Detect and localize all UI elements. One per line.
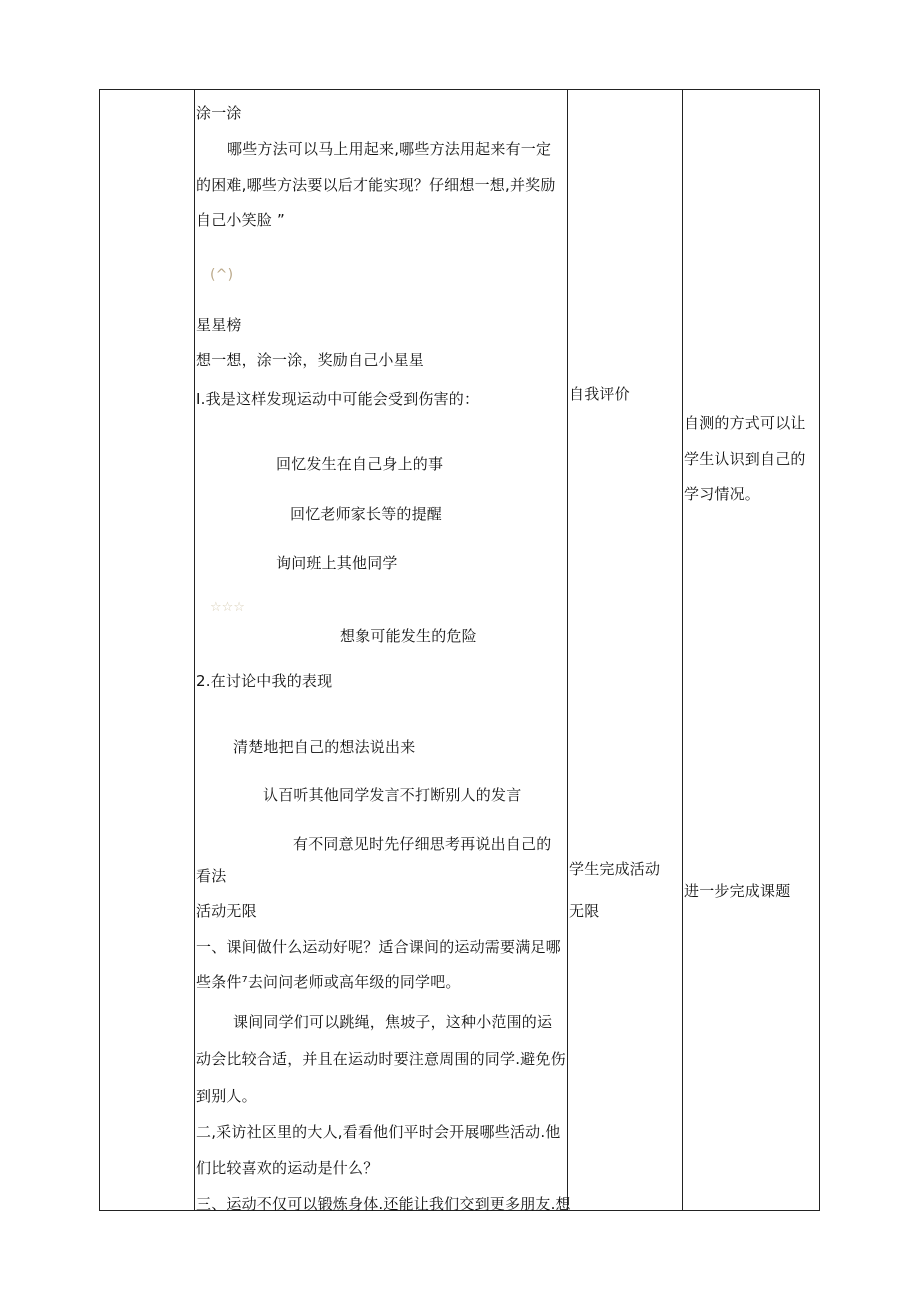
column-divider-3 (682, 90, 683, 1210)
paragraph-line: 的困难,哪些方法要以后才能实现？仔细想一想,并奖励 (196, 176, 556, 194)
student-task-line: 学生完成活动 (569, 860, 661, 878)
question-1-option: 回忆老师家长等的提醒 (290, 505, 443, 523)
design-intent-line: 自测的方式可以让 (684, 414, 806, 432)
question-2-option: 有不同意见时先仔细思考再说出自己的 (293, 835, 552, 853)
column-divider-2 (567, 90, 568, 1210)
paragraph-line: 哪些方法可以马上用起来,哪些方法用起来有一定 (227, 140, 552, 158)
section-1-answer-line: 动会比较合适，并且在运动时要注意周围的同学.避免伤 (196, 1050, 566, 1068)
question-2-option: 清楚地把自己的想法说出来 (233, 738, 416, 756)
question-2: 2.在讨论中我的表现 (196, 672, 333, 690)
paragraph-line: 自己小笑脸 ” (196, 211, 285, 229)
section-1-line: 一、课间做什么运动好呢？适合课间的运动需要满足哪 (196, 938, 561, 956)
heading-star-board: 星星榜 (196, 316, 242, 334)
section-1-answer-line: 课间同学们可以跳绳，焦坡子，这种小范围的运 (233, 1013, 553, 1031)
further-task-label: 进一步完成课题 (684, 882, 791, 900)
question-2-option-continued: 看法 (196, 867, 227, 885)
column-divider-1 (194, 90, 195, 1210)
question-1-option: 询问班上其他同学 (276, 554, 398, 572)
question-1-option: 回忆发生在自己身上的事 (276, 455, 444, 473)
heading-activity-unlimited: 活动无限 (196, 902, 257, 920)
section-2-line: 二,采访社区里的大人,看看他们平时会开展哪些活动.他 (196, 1123, 561, 1141)
star-rating-icon: ☆☆☆ (210, 600, 245, 615)
student-task-line: 无限 (569, 902, 600, 920)
self-evaluation-label: 自我评价 (569, 385, 630, 403)
section-2-line: 们比较喜欢的运动是什么？ (196, 1159, 379, 1177)
smile-face-mark: (^) (210, 267, 234, 283)
design-intent-line: 学习情况。 (684, 485, 761, 503)
question-2-option: 认百听其他同学发言不打断别人的发言 (263, 786, 522, 804)
section-3-line: 三、运动不仅可以锻炼身体.还能让我们交到更多朋友.想 (196, 1195, 571, 1211)
question-1: I.我是这样发现运动中可能会受到伤害的： (196, 390, 480, 408)
star-board-instruction: 想一想，涂一涂，奖励自己小星星 (196, 351, 425, 369)
question-1-option: 想象可能发生的危险 (340, 627, 477, 645)
section-1-answer-line: 到别人。 (196, 1087, 257, 1105)
section-1-line: 些条件⁷去问问老师或高年级的同学吧。 (196, 973, 461, 991)
heading-tu-yi-tu: 涂一涂 (196, 104, 242, 122)
lesson-table (99, 89, 820, 1211)
design-intent-line: 学生认识到自己的 (684, 450, 806, 468)
